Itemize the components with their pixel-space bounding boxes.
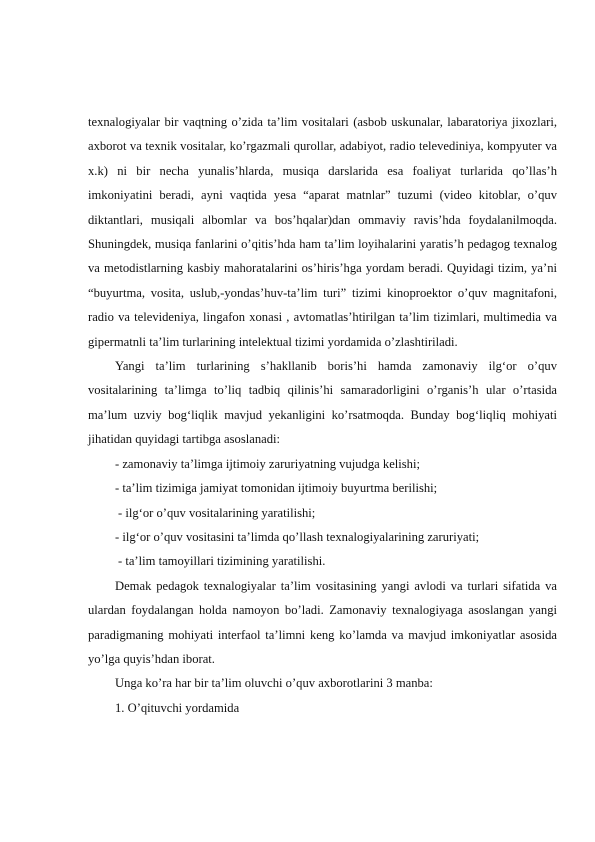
paragraph-2: Yangi ta’lim turlarining s’hakllanib boris’hi hamda zamonaviy ilg‘or o’quv vositalarining ta’limga to’liq tadbiq qilinis’hi samaradorligini o’rganis’h ular o’rtasida ma’lum uzviy bog‘liqlik mavjud yekanligini ko’rsatmoqda. Bunday bog‘liqliq mohiyati jihatidan quyidagi tartibga asoslanadi:	[88, 359, 557, 447]
paragraph-1: texnalogiyalar bir vaqtning o’zida ta’lim vositalari (asbob uskunalar, labaratoriya jixozlari, axborot va texnik vositalar, ko’rgazmali qurollar, adabiyot, radio televediniya, kompyuter va x.k) ni bir necha yunalis’hlarda, musiqa darslarida esa foaliyat turlarida qo’llas’h imkoniyatini beradi, ayni vaqtida yesa “aparat matnlar” tuzumi (video kitoblar, o’quv diktantlari, musiqali albomlar va bos’hqalar)dan ommaviy ravis’hda foydalanilmoqda. Shuningdek, musiqa fanlarini o’qitis’hda ham ta’lim loyihalarini yaratis’h pedagog texnalog va metodistlarning kasbiy mahoratalarini os’hiris’hga yordam beradi. Quyidagi tizim, ya’ni “buyurtma, vosita, uslub,-yondas’huv-ta’lim turi” tizimi kinoproektor o’quv magnitafoni, radio va televideniya, lingafon xonasi , avtomatlas’htirilgan ta’lim tizimlari, multimedia va gipermatnli ta’lim turlarining intelektual tizimi yordamida o’zlashtiriladi.	[88, 115, 557, 349]
list-item-4: - ilg‘or o’quv vositasini ta’limda qo’llash texnalogiyalarining zaruriyati;	[115, 529, 480, 544]
page-body	[88, 110, 557, 720]
paragraph-4: Unga ko’ra har bir ta’lim oluvchi o’quv axborotlarini 3 manba:	[115, 676, 433, 691]
list-item-2: - ta’lim tizimiga jamiyat tomonidan ijtimoiy buyurtma berilishi;	[115, 481, 438, 496]
list-item-5: - ta’lim tamoyillari tizimining yaratilishi.	[118, 554, 326, 569]
paragraph-3: Demak pedagok texnalogiyalar ta’lim vositasining yangi avlodi va turlari sifatida va ulardan foydalangan holda namoyon bo’ladi. Zamonaviy texnalogiyaga asoslangan yangi paradigmaning mohiyati interfaol ta’limni keng ko’lamda va mavjud imkoniyatlar asosida yo’lga quyis’hdan iborat.	[88, 578, 557, 666]
list-item-1: - zamonaviy ta’limga ijtimoiy zaruriyatning vujudga kelishi;	[115, 456, 420, 471]
numbered-item-1: 1. O’qituvchi yordamida	[115, 700, 240, 715]
list-item-3: - ilg‘or o’quv vositalarining yaratilishi;	[118, 505, 316, 520]
